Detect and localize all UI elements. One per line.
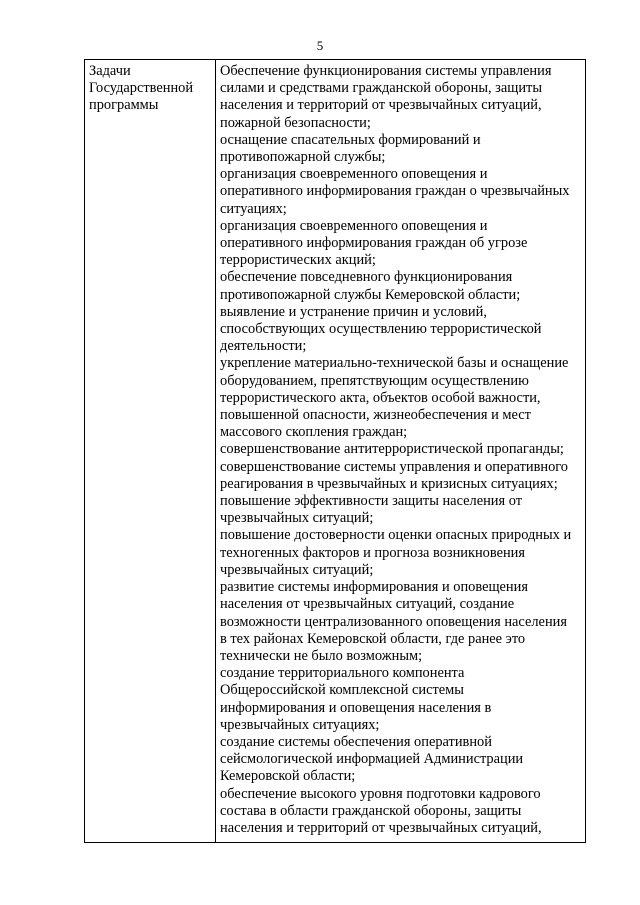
row-content-cell — [216, 60, 586, 843]
row-label-cell — [85, 60, 216, 843]
page-number: 5 — [316, 38, 324, 53]
table-row — [85, 60, 586, 843]
row-label-text: Задачи Государственной программы — [89, 63, 194, 114]
program-tasks-table — [84, 59, 586, 843]
row-content-text: Обеспечение функционирования системы управления силами и средствами гражданской обороны, защиты населения и территорий от чрезвычайных ситуаций, пожарной безопасности; оснащение спасательных формирований и противопожарной службы; организация своевременного оповещения и оперативного информирования граждан о чрезвычайных ситуациях; организация своевременного оповещения и оперативного информирования граждан об угрозе террористических акций; обеспечение повседневного функционирования противопожарной службы Кемеровской области; выявление и устранение причин и условий, способствующих осуществлению террористической деятельности; укрепление материально-технической базы и оснащение оборудованием, препятствующим осуществлению террористического акта, объектов особой важности, повышенной опасности, жизнеобеспечения и мест массового скопления граждан; совершенствование антитеррористической пропаганды; совершенствование системы управления и оперативного реагирования в чрезвычайных и кризисных ситуациях; повышение эффективности защиты населения от чрезвычайных ситуаций; повышение достоверности оценки опасных природных и техногенных факторов и прогноза возникновения чрезвычайных ситуаций; развитие системы информирования и оповещения населения от чрезвычайных ситуаций, создание возможности централизованного оповещения населения в тех районах Кемеровской области, где ранее это технически не было возможным; создание территориального компонента Общероссийской комплексной системы информирования и оповещения населения в чрезвычайных ситуациях; создание системы обеспечения оперативной сейсмологической информацией Администрации Кемеровской области; обеспечение высокого уровня подготовки кадрового состава в области гражданской обороны, защиты населения и территорий от чрезвычайных ситуаций, — [220, 63, 572, 836]
